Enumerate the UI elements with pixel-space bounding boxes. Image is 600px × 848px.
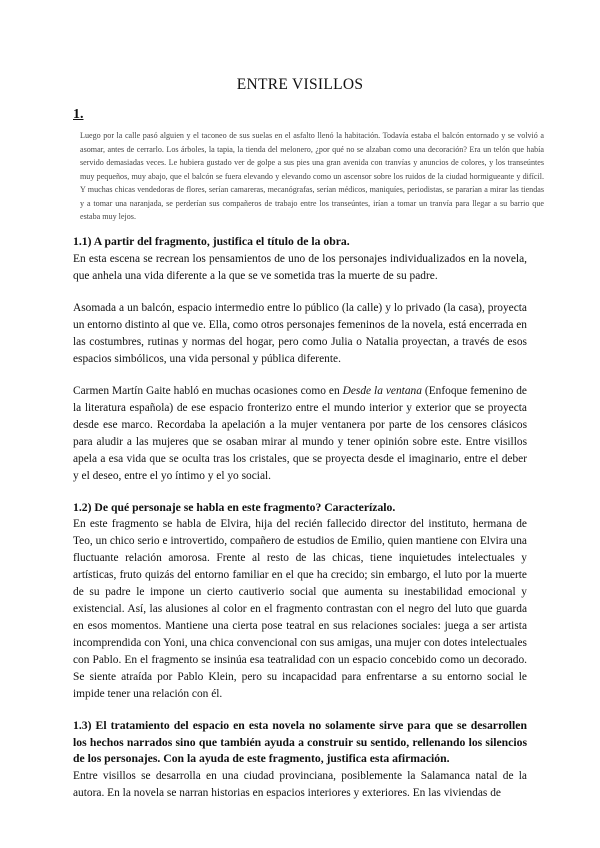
question-1-2: 1.2) De qué personaje se habla en este fragmento? Caracterízalo. (73, 500, 396, 514)
paragraph-3-end: (Enfoque femenino de la literatura española) de ese espacio fronterizo entre el mundo interior y exterior que se proyecta desde ese marco. Recordaba la apelación a la mujer ventanera por parte de los censores clásicos para aludir a las mujeres que se osaban mirar al mundo y tener opinión sobre este. Entre visillos apela a esa vida que se oculta tras los cristales, que se proyecta desde el imaginario, entre el deber y el deseo, entre el yo íntimo y el yo social. (73, 384, 527, 482)
answer-1-1-paragraph-3 (73, 383, 527, 485)
section-number: 1. (73, 107, 84, 122)
answer-1-2-paragraph-1: En este fragmento se habla de Elvira, hija del recién fallecido director del instituto, hermana de Teo, un chico serio e introvertido, compañero de estudios de Emilio, quien mantiene con Elvira una fluctuante relación amorosa. Frente al resto de las chicas, tiene inquietudes intelectuales y artísticas, fruto quizás del entorno familiar en el que ha crecido; sin embargo, el luto por la muerte de su padre le impone un cierto cautiverio social que aumenta su inestabilidad emocional y existencial. Así, las alusiones al color en el fragmento contrastan con el negro del luto que guarda en esos momentos. Mantiene una cierta pose teatral en sus relaciones sociales: juega a ser artista incomprendida con Yoni, una chica convencional con sus amigas, una mujer con dotes intelectuales con Pablo. En el fragmento se insinúa esa teatralidad con un espacio concebido como un decorado. Se siente atraída por Pablo Klein, pero su incapacidad para enfrentarse a su entorno social le impide tener una relación con él. (73, 518, 527, 700)
excerpt-text: Luego por la calle pasó alguien y el taconeo de sus suelas en el asfalto llenó la habitación. Todavía estaba el balcón entornado y se volvió a asomar, antes de cerrarlo. Los árboles, la tapia, la tienda del melonero, ¿por qué no se alzaban como una decoración? Era un telón que había servido demasiadas veces. Le hubiera gustado ver de golpe a sus pies una gran avenida con tranvías y anuncios de colores, y los transeúntes muy pequeños, muy abajo, que el balcón se fuera elevando y elevando como un ascensor sobre los ruidos de la ciudad hormigueante y difícil. Y muchas chicas vendedoras de flores, serían camareras, mecanógrafas, serían médicos, maniquíes, periodistas, se pararían a mirar las tiendas y a tomar una naranjada, se perderían sus compañeros de trabajo entre los transeúntes, irían a tomar un tranvía para llegar a su barrio que estaba muy lejos. (80, 131, 544, 221)
document-title: ENTRE VISILLOS (236, 76, 364, 93)
book-title-italic: Desde la ventana (342, 384, 422, 397)
answer-1-1-paragraph-2: Asomada a un balcón, espacio intermedio entre lo público (la calle) y lo privado (la casa), proyecta un entorno distinto al que ve. Ella, como otros personajes femeninos de la novela, está encerrada en las costumbres, rutinas y normas del hogar, pero como Julia o Natalia proyectan, a través de esos espacios simbólicos, una vida personal y pública diferente. (73, 301, 527, 365)
answer-1-3-paragraph-1: Entre visillos se desarrolla en una ciudad provinciana, posiblemente la Salamanca natal de la autora. En la novela se narran historias en espacios interiores y exteriores. En las viviendas de (73, 769, 527, 799)
answer-1-1-paragraph-1: En esta escena se recrean los pensamientos de uno de los personajes individualizados en la novela, que anhela una vida diferente a la que se ve sometida tras la muerte de su padre. (73, 252, 527, 282)
question-1-1: 1.1) A partir del fragmento, justifica el título de la obra. (73, 235, 350, 248)
question-1-3: 1.3) El tratamiento del espacio en esta novela no solamente sirve para que se desarrollen los hechos narrados sino que también ayuda a construir su sentido, rellenando los silencios de los personajes. Con la ayuda de este fragmento, justifica esta afirmación. (73, 719, 527, 765)
document-body (73, 234, 527, 802)
paragraph-3-start: Carmen Martín Gaite habló en muchas ocasiones como en (73, 384, 343, 397)
